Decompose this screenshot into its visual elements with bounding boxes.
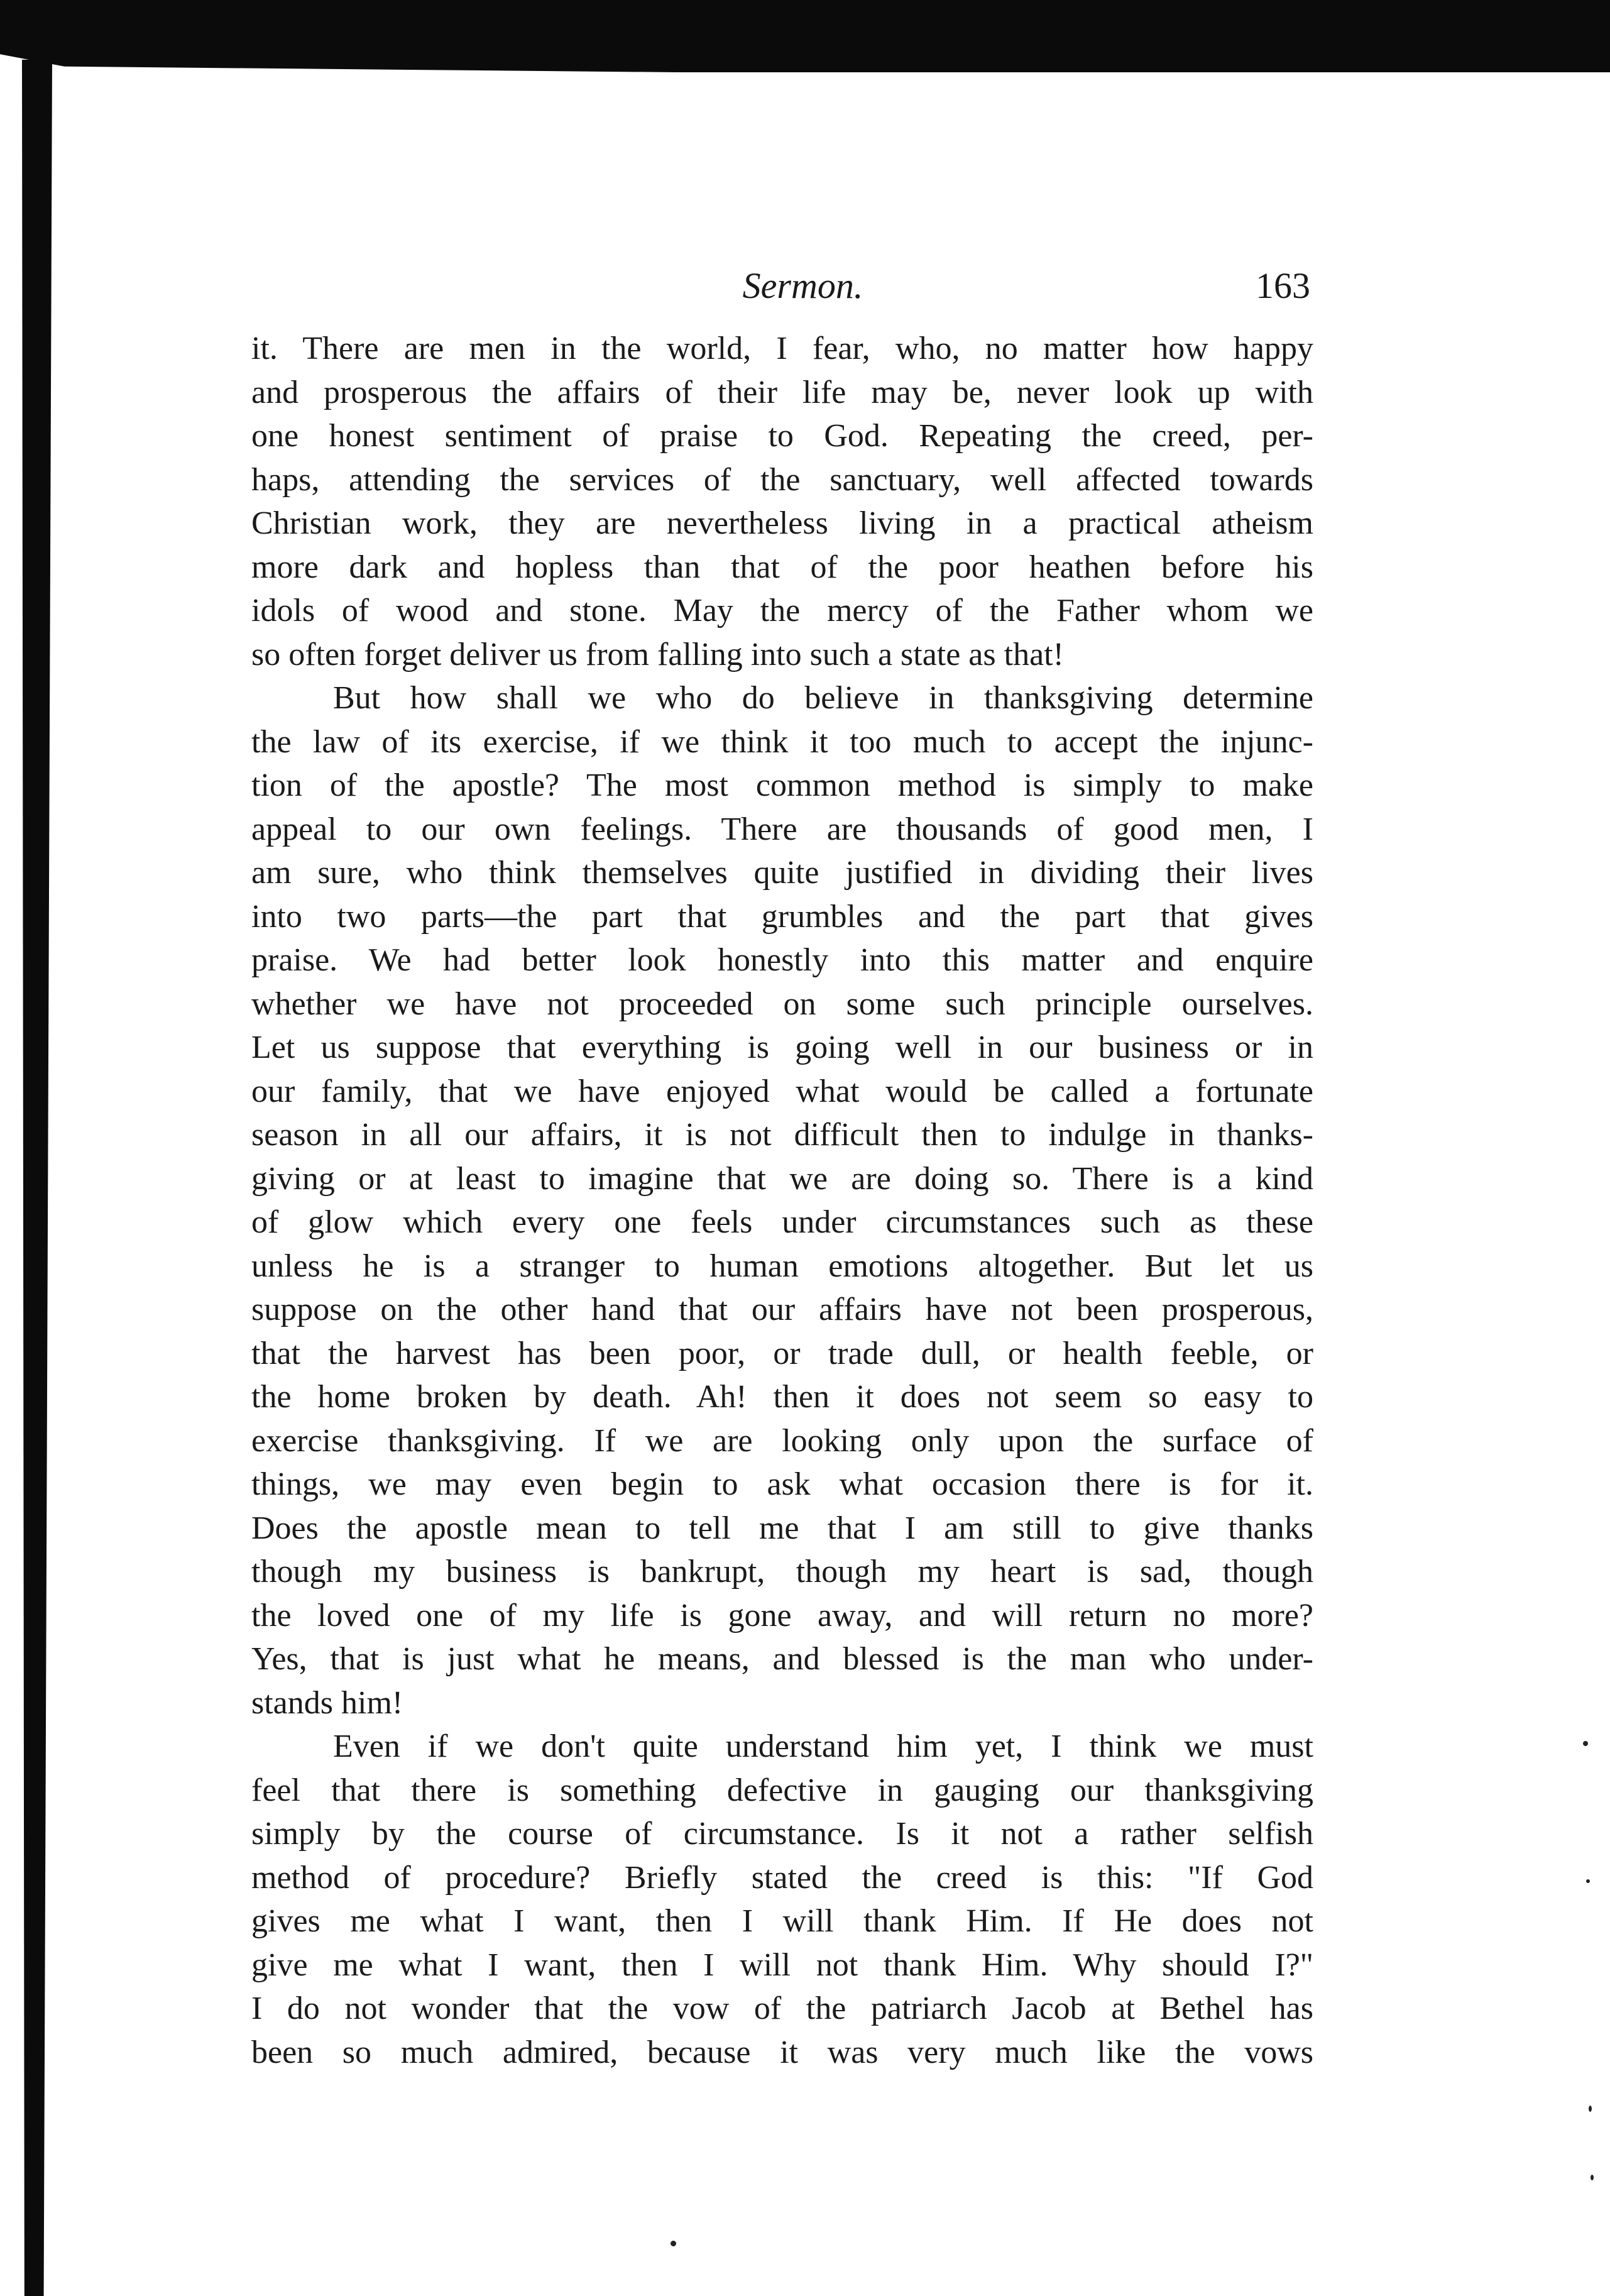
text-line: the home broken by death. Ah! then it does not seem so easy to xyxy=(251,1379,1313,1415)
text-line: into two parts—the part that grumbles and the part that gives xyxy=(251,898,1313,935)
text-line: one honest sentiment of praise to God. Repeating the creed, per- xyxy=(251,418,1313,454)
text-line: method of procedure? Briefly stated the creed is this: "If God xyxy=(251,1859,1313,1896)
text-line: appeal to our own feelings. There are thousands of good men, I xyxy=(251,811,1313,847)
scan-speck xyxy=(1591,2175,1594,2180)
paragraph xyxy=(251,1725,1313,2074)
text-line: it. There are men in the world, I fear, who, no matter how happy xyxy=(251,331,1313,366)
text-line: Let us suppose that everything is going well in our business or in xyxy=(251,1030,1313,1065)
scan-speck xyxy=(671,2241,676,2246)
text-line: tion of the apostle? The most common method is simply to make xyxy=(251,767,1313,803)
text-line: stands him! xyxy=(251,1684,403,1721)
paragraph xyxy=(251,327,1313,676)
body-text xyxy=(251,327,1313,2074)
text-line: the loved one of my life is gone away, and will return no more? xyxy=(251,1597,1313,1634)
text-line: the law of its exercise, if we think it too much to accept the injunc- xyxy=(251,723,1313,760)
page-number: 163 xyxy=(1256,265,1310,306)
text-line: of glow which every one feels under circumstances such as these xyxy=(251,1204,1313,1240)
text-line: unless he is a stranger to human emotions altogether. But let us xyxy=(251,1248,1313,1284)
text-line: Christian work, they are nevertheless living in a practical atheism xyxy=(251,505,1313,541)
text-line: Yes, that is just what he means, and blessed is the man who under- xyxy=(251,1641,1313,1677)
text-line: am sure, who think themselves quite justified in dividing their lives xyxy=(251,855,1313,891)
text-line: that the harvest has been poor, or trade dull, or health feeble, or xyxy=(251,1335,1313,1371)
running-head xyxy=(295,258,1310,314)
text-line: things, we may even begin to ask what occasion there is for it. xyxy=(251,1466,1313,1502)
scan-speck xyxy=(1589,2106,1592,2112)
paragraph xyxy=(251,676,1313,1725)
text-line: our family, that we have enjoyed what would be called a fortunate xyxy=(251,1073,1313,1109)
text-line: But how shall we who do believe in thanksgiving determine xyxy=(333,680,1313,716)
text-line: simply by the course of circumstance. Is it not a rather selfish xyxy=(251,1816,1313,1852)
text-line: more dark and hopless than that of the poor heathen before his xyxy=(251,549,1313,585)
text-line: Does the apostle mean to tell me that I am still to give thanks xyxy=(251,1510,1313,1546)
text-line: I do not wonder that the vow of the patriarch Jacob at Bethel has xyxy=(251,1991,1313,2026)
text-line: season in all our affairs, it is not difficult then to indulge in thanks- xyxy=(251,1117,1313,1153)
running-title: Sermon. xyxy=(742,265,863,306)
text-line: haps, attending the services of the sanctuary, well affected towards xyxy=(251,461,1313,498)
text-line: whether we have not proceeded on some such principle ourselves. xyxy=(251,986,1313,1022)
text-line: feel that there is something defective in gauging our thanksgiving xyxy=(251,1772,1313,1808)
text-line: praise. We had better look honestly into this matter and enquire xyxy=(251,942,1313,978)
text-line: gives me what I want, then I will thank Him. If He does not xyxy=(251,1903,1313,1939)
text-line: idols of wood and stone. May the mercy of the Father whom we xyxy=(251,593,1313,629)
text-line: though my business is bankrupt, though my heart is sad, though xyxy=(251,1554,1313,1590)
text-line: give me what I want, then I will not thank Him. Why should I?" xyxy=(251,1947,1313,1983)
text-line: and prosperous the affairs of their life may be, never look up with xyxy=(251,374,1313,410)
text-line: giving or at least to imagine that we are doing so. There is a kind xyxy=(251,1160,1313,1197)
text-line: suppose on the other hand that our affairs have not been prosperous, xyxy=(251,1292,1313,1327)
text-line: so often forget deliver us from falling into such a state as that! xyxy=(251,636,1064,673)
text-line: exercise thanksgiving. If we are looking only upon the surface of xyxy=(251,1422,1313,1459)
scan-speck xyxy=(1586,1879,1590,1883)
text-line: been so much admired, because it was very much like the vows xyxy=(251,2034,1313,2070)
scan-speck xyxy=(1583,1741,1588,1746)
text-line: Even if we don't quite understand him yet, I think we must xyxy=(333,1728,1313,1764)
